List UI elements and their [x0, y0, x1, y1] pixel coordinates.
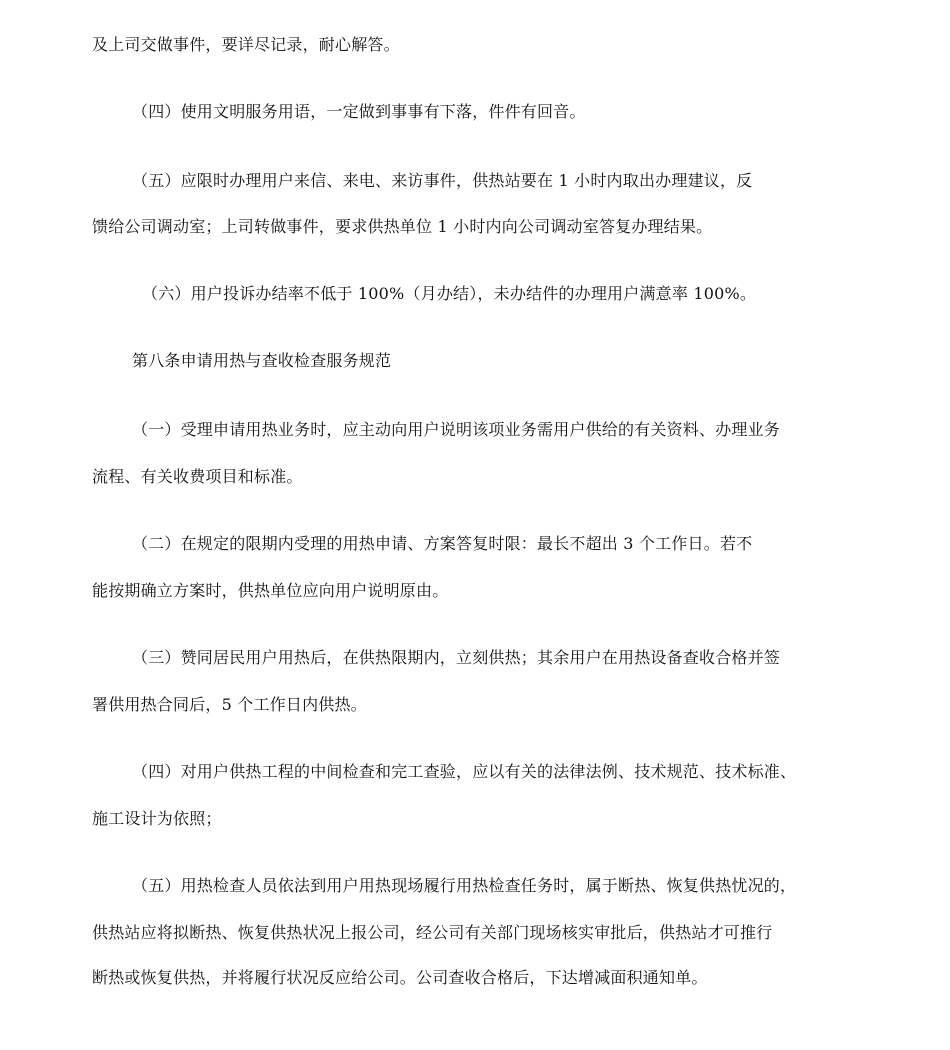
- paragraph-line: （三）赞同居民用户用热后，在供热限期内，立刻供热；其余用户在用热设备查收合格并签: [132, 648, 781, 667]
- paragraph-line: （一）受理申请用热业务时，应主动向用户说明该项业务需用户供给的有关资料、办理业务: [132, 420, 781, 439]
- paragraph-line: （四）使用文明服务用语，一定做到事事有下落，件件有回音。: [132, 102, 586, 121]
- paragraph-line: 流程、有关收费项目和标准。: [92, 467, 303, 486]
- section-heading: 第八条申请用热与查收检查服务规范: [132, 351, 392, 370]
- paragraph-line: 断热或恢复供热，并将履行状况反应给公司。公司查收合格后，下达增减面积通知单。: [92, 968, 708, 987]
- paragraph-line: 施工设计为依照；: [92, 809, 222, 828]
- paragraph-line: （二）在规定的限期内受理的用热申请、方案答复时限：最长不超出 3 个工作日。若不: [132, 534, 753, 553]
- paragraph-line: （四）对用户供热工程的中间检查和完工查验，应以有关的法律法例、技术规范、技术标准、: [132, 762, 797, 781]
- paragraph-line: 供热站应将拟断热、恢复供热状况上报公司，经公司有关部门现场核实审批后，供热站才可推行: [92, 923, 773, 942]
- paragraph-line: 署供用热合同后，5 个工作日内供热。: [92, 695, 367, 714]
- paragraph-line: 及上司交做事件，要详尽记录，耐心解答。: [92, 35, 400, 54]
- paragraph-line: （五）应限时办理用户来信、来电、来访事件，供热站要在 1 小时内取出办理建议，反: [132, 171, 753, 190]
- paragraph-line: 能按期确立方案时，供热单位应向用户说明原由。: [92, 581, 449, 600]
- paragraph-line: （六）用户投诉办结率不低于 100%（月办结），未办结件的办理用户满意率 100%。: [142, 284, 757, 303]
- paragraph-line: （五）用热检查人员依法到用户用热现场履行用热检查任务时，属于断热、恢复供热忧况的，: [132, 876, 797, 895]
- paragraph-line: 馈给公司调动室；上司转做事件，要求供热单位 1 小时内向公司调动室答复办理结果。: [92, 217, 713, 236]
